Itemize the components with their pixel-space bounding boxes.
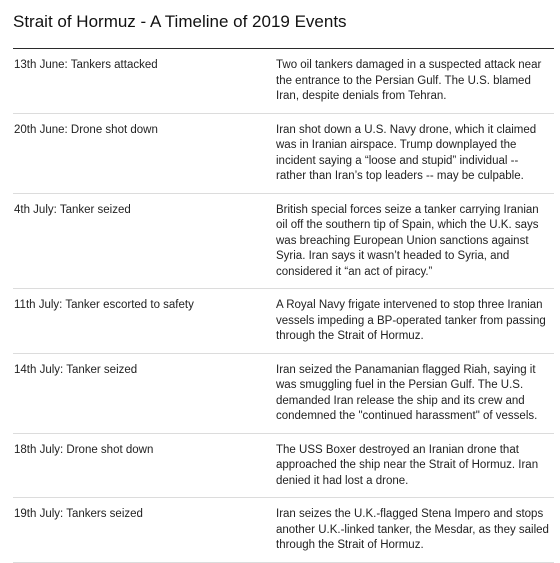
event-description: British special forces seize a tanker carrying Iranian oil off the southern tip of Spain, which the U.K. says was breaching European Union sanctions against Syria. Iran says it wasn’t headed to Syria, and considered it “an act of piracy.”: [276, 203, 539, 278]
event-label: 13th June: Tankers attacked: [14, 59, 158, 71]
event-description: Iran shot down a U.S. Navy drone, which it claimed was in Iranian airspace. Trump downplayed the incident saying a “loose and stupid” individual -- rather than Iran’s top leaders -- may be culpable.: [276, 123, 537, 182]
event-description: Two oil tankers damaged in a suspected attack near the entrance to the Persian Gulf. The U.S. blamed Iran, despite denials from Tehran.: [276, 59, 542, 102]
event-label: 18th July: Drone shot down: [14, 443, 154, 456]
event-description: Iran seized the Panamanian flagged Riah, saying it was smuggling fuel in the Persian Gulf. The U.S. demanded Iran release the ship and its crew and condemned the "continued harassment" of vessels.: [276, 363, 538, 422]
event-label: 19th July: Tankers seized: [14, 508, 143, 520]
table-row: [13, 434, 554, 499]
table-row: [13, 49, 554, 114]
page-title: Strait of Hormuz - A Timeline of 2019 Events: [13, 12, 347, 31]
table-row: [13, 114, 554, 194]
timeline-table: [13, 48, 554, 563]
table-row: [13, 354, 554, 434]
event-label: 11th July: Tanker escorted to safety: [14, 299, 194, 311]
event-description: The USS Boxer destroyed an Iranian drone that approached the ship near the Strait of Hormuz. Iran denied it had lost a drone.: [276, 443, 539, 487]
event-label: 14th July: Tanker seized: [14, 363, 138, 376]
table-row: [13, 498, 554, 563]
event-description: Iran seizes the U.K.-flagged Stena Impero and stops another U.K.-linked tanker, the Mesdar, as they sailed through the Strait of Hormuz.: [276, 508, 549, 551]
event-label: 4th July: Tanker seized: [14, 203, 131, 216]
event-label: 20th June: Drone shot down: [14, 123, 158, 136]
table-row: [13, 194, 554, 290]
event-description: A Royal Navy frigate intervened to stop three Iranian vessels impeding a BP-operated tanker from passing through the Strait of Hormuz.: [276, 299, 546, 342]
table-row: [13, 289, 554, 354]
